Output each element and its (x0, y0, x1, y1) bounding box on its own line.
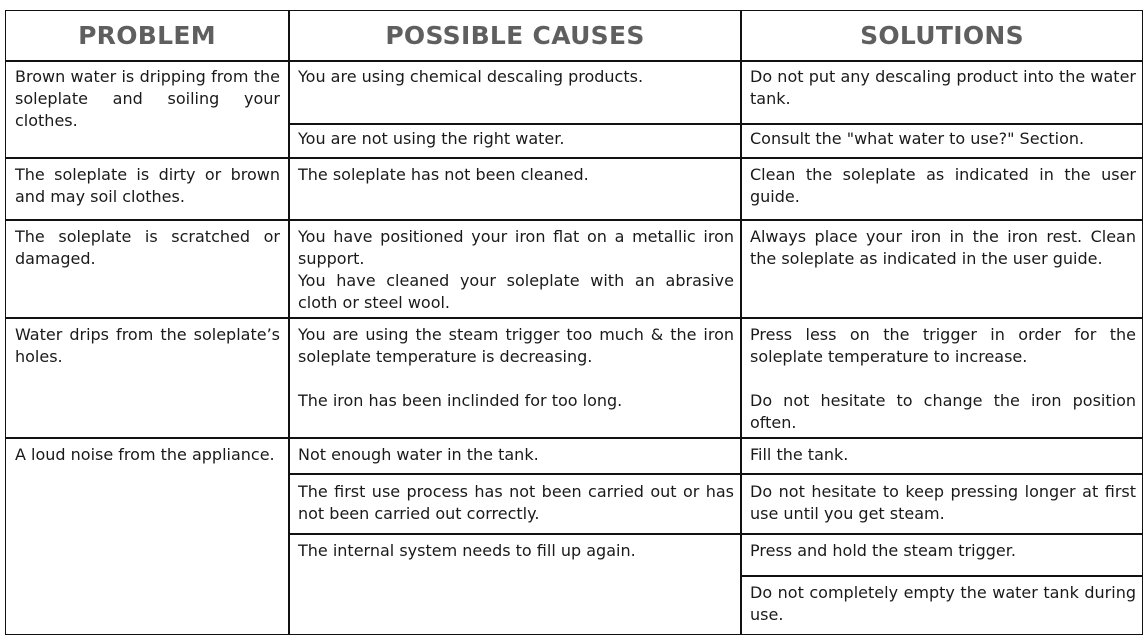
sub-row-divider (288, 473, 1143, 475)
solution-cell: Do not put any descaling product into the water tank. (750, 67, 1136, 108)
cause-cell: The iron has been inclinded for too long. (298, 391, 623, 410)
cause-cell: You are not using the right water. (298, 129, 565, 148)
header-possible-causes: POSSIBLE CAUSES (385, 20, 645, 50)
column-divider (288, 10, 290, 635)
row-divider (5, 317, 1143, 319)
solution-cell: Fill the tank. (750, 445, 849, 464)
problem-cell: The soleplate is dirty or brown and may soil clothes. (15, 165, 280, 206)
solution-cell: Do not hesitate to change the iron position often. (750, 391, 1136, 432)
problem-cell: Brown water is dripping from the soleplate and soiling your clothes. (15, 67, 280, 130)
problem-cell: The soleplate is scratched or damaged. (15, 227, 280, 268)
sub-row-divider (288, 123, 1143, 125)
solution-cell: Do not hesitate to keep pressing longer at first use until you get steam. (750, 482, 1136, 523)
solution-cell: Do not completely empty the water tank during use. (750, 583, 1136, 624)
solution-cell: Always place your iron in the iron rest. Clean the soleplate as indicated in the user guide. (750, 227, 1136, 268)
row-divider (5, 437, 1143, 439)
cause-cell: You are using the steam trigger too much & the iron soleplate temperature is decreasing. (298, 325, 734, 366)
problem-cell: Water drips from the soleplate’s holes. (15, 325, 280, 366)
row-divider (5, 219, 1143, 221)
cause-cell: You are using chemical descaling products. (298, 67, 644, 86)
sub-row-divider (740, 575, 1143, 577)
solution-cell: Press less on the trigger in order for the soleplate temperature to increase. (750, 325, 1136, 366)
row-divider (5, 157, 1143, 159)
row-divider (5, 60, 1143, 62)
cause-cell: The internal system needs to fill up again. (298, 541, 636, 560)
cause-cell: You have cleaned your soleplate with an abrasive cloth or steel wool. (298, 271, 734, 312)
sub-row-divider (288, 533, 1143, 535)
problem-cell: A loud noise from the appliance. (15, 445, 275, 464)
cause-cell: The soleplate has not been cleaned. (298, 165, 589, 184)
header-problem: PROBLEM (78, 20, 216, 50)
solution-cell: Press and hold the steam trigger. (750, 541, 1016, 560)
cause-cell: Not enough water in the tank. (298, 445, 539, 464)
column-divider (740, 10, 742, 635)
cause-cell: The first use process has not been carried out or has not been carried out correctly. (298, 482, 734, 523)
solution-cell: Clean the soleplate as indicated in the user guide. (750, 165, 1136, 206)
solution-cell: Consult the "what water to use?" Section. (750, 129, 1085, 148)
header-solutions: SOLUTIONS (860, 20, 1024, 50)
cause-cell: You have positioned your iron flat on a metallic iron support. (298, 227, 734, 268)
